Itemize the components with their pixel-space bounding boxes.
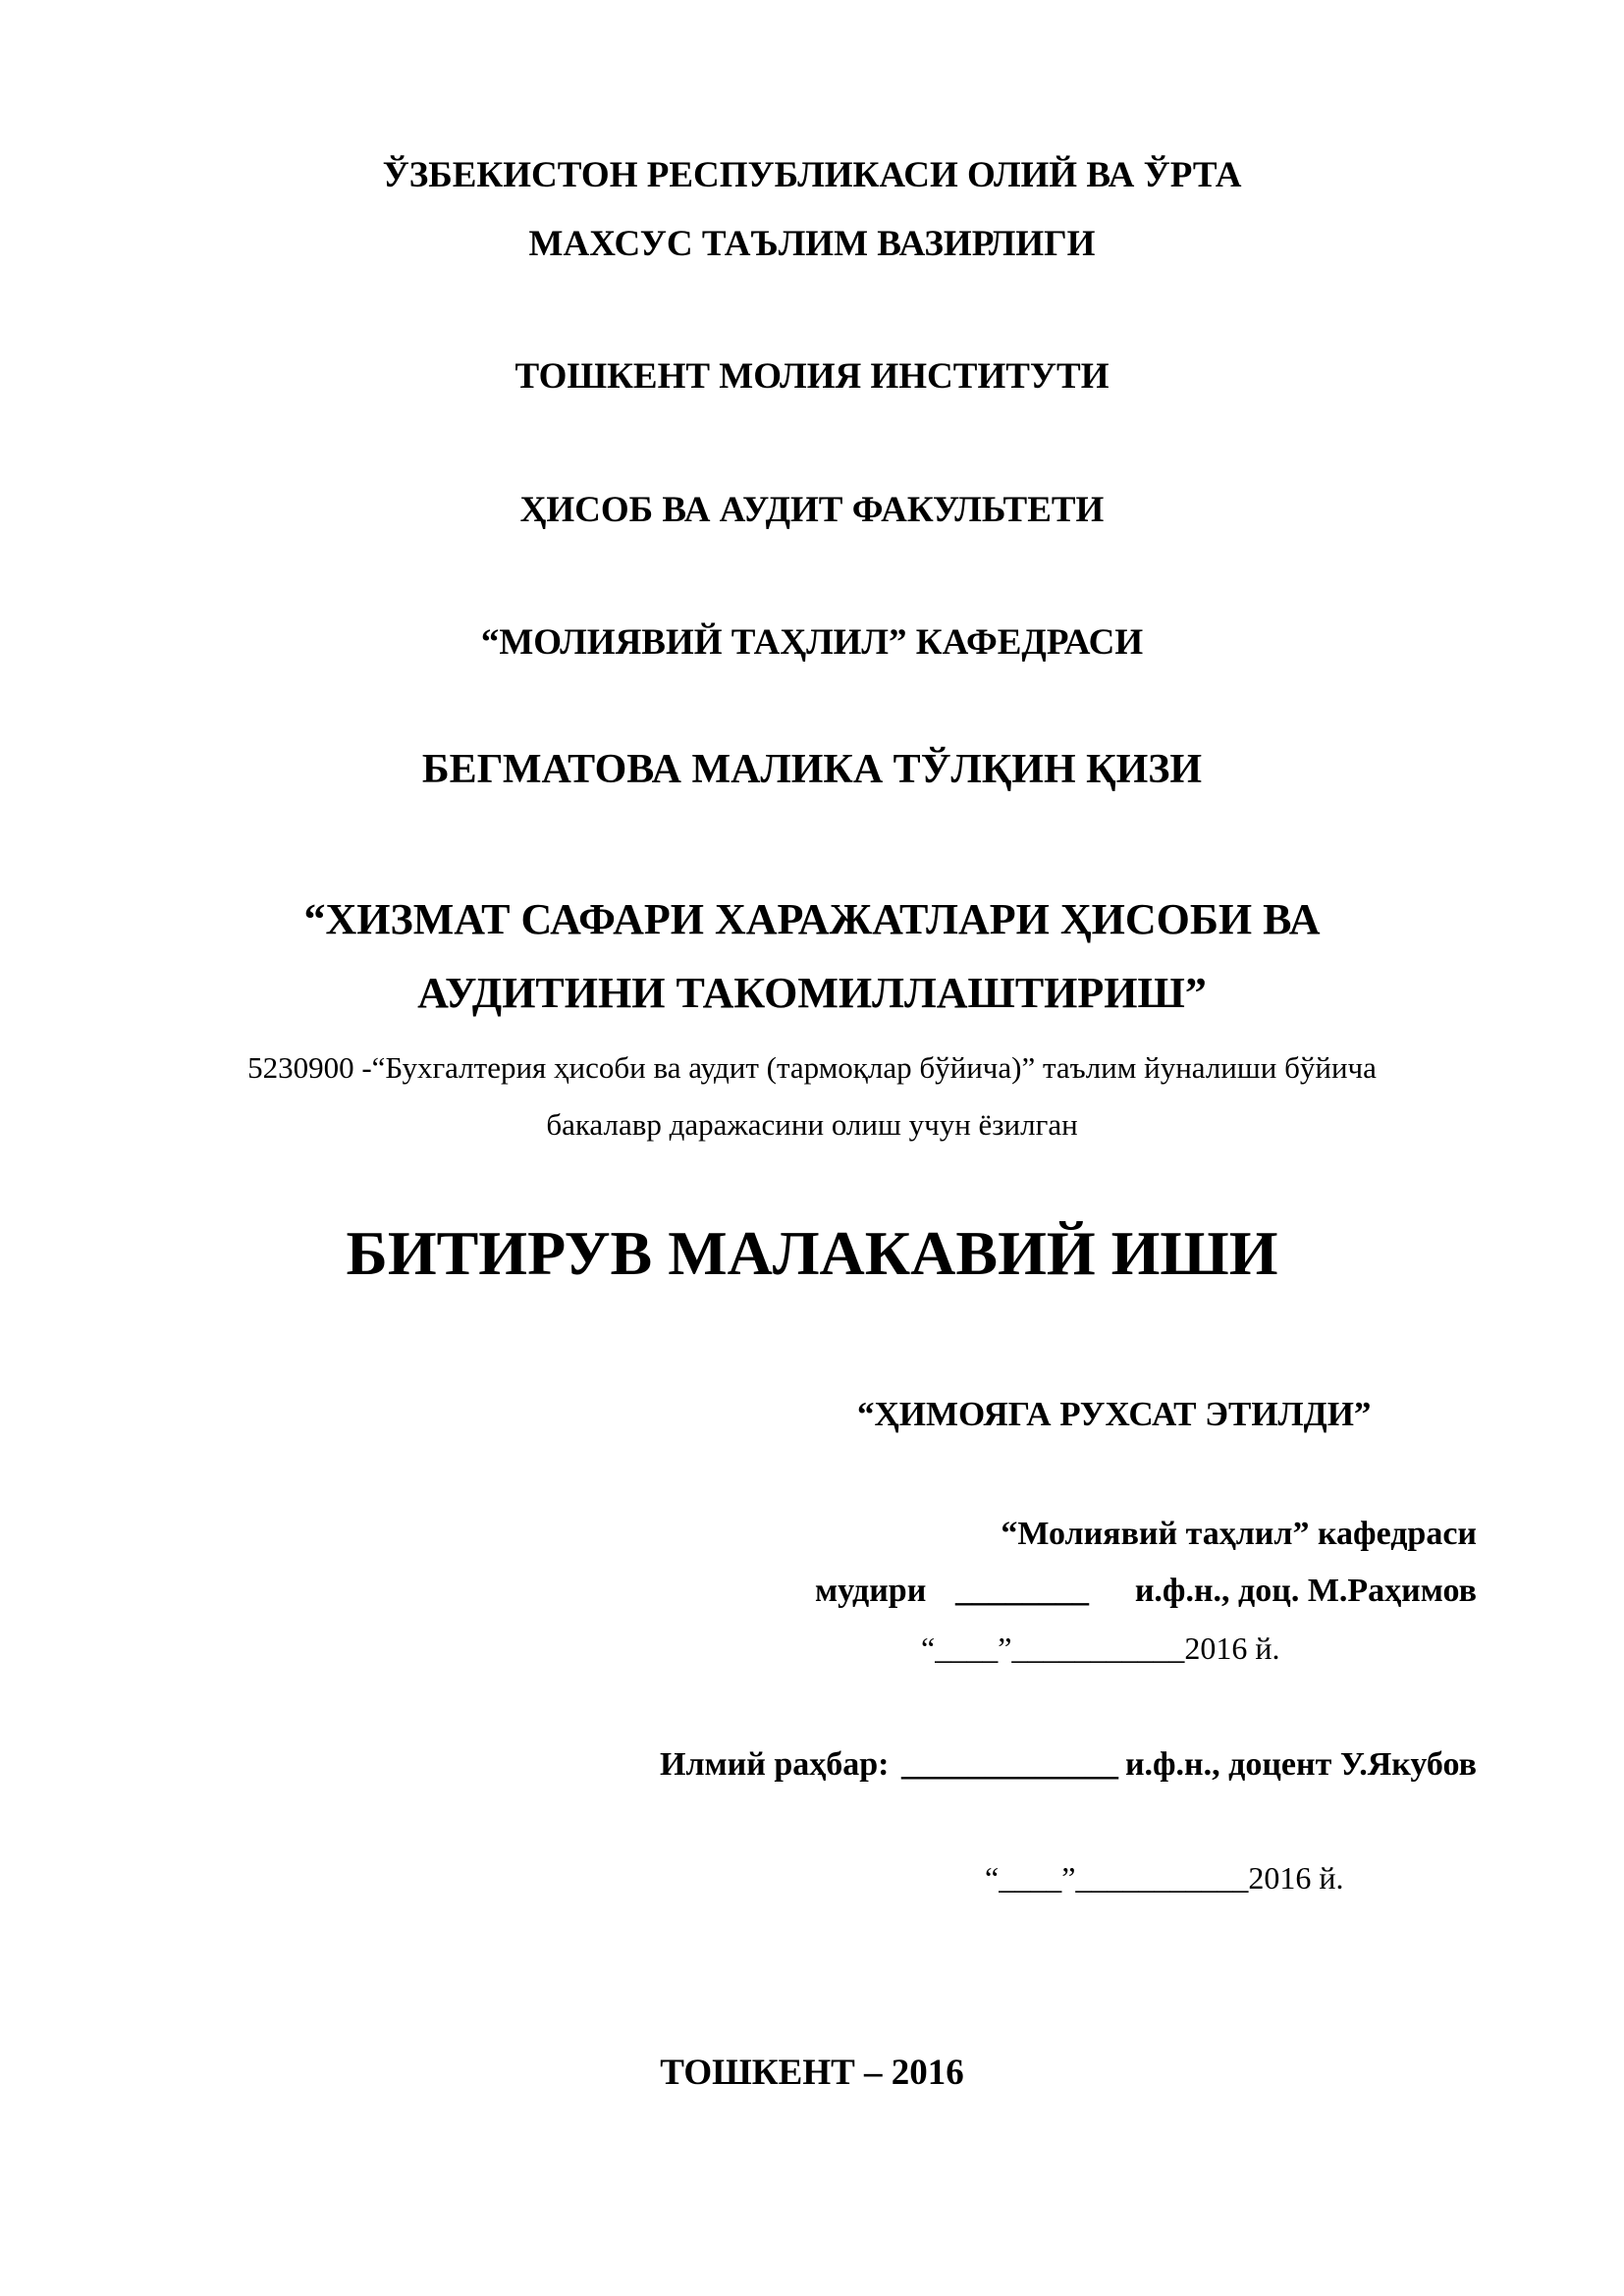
department-name: “МОЛИЯВИЙ ТАҲЛИЛ” КАФЕДРАСИ — [480, 622, 1144, 663]
faculty-name: ҲИСОБ ВА АУДИТ ФАКУЛЬТЕТИ — [519, 490, 1105, 530]
topic-line-1: “ХИЗМАТ САФАРИ ХАРАЖАТЛАРИ ҲИСОБИ ВА — [303, 895, 1321, 943]
author-name: БЕГМАТОВА МАЛИКА ТЎЛҚИН ҚИЗИ — [421, 747, 1203, 792]
city-year: ТОШКЕНТ – 2016 — [660, 2053, 964, 2093]
work-type-title: БИТИРУВ МАЛАКАВИЙ ИШИ — [346, 1218, 1278, 1288]
head-signature-blank: ________ — [955, 1573, 1089, 1609]
institute-name: ТОШКЕНТ МОЛИЯ ИНСТИТУТИ — [514, 356, 1110, 397]
date-line-1: “____”___________2016 й. — [921, 1630, 1280, 1666]
approval-stamp: “ҲИМОЯГА РУХСАТ ЭТИЛДИ” — [857, 1395, 1372, 1433]
head-department: “Молиявий таҳлил” кафедраси — [1001, 1516, 1477, 1552]
head-label: мудири — [815, 1573, 927, 1609]
supervisor-label: Илмий раҳбар: — [660, 1746, 890, 1783]
supervisor-name: и.ф.н., доцент У.Якубов — [1124, 1746, 1477, 1783]
supervisor-signature-blank: _____________ — [901, 1746, 1118, 1783]
ministry-line-1: ЎЗБЕКИСТОН РЕСПУБЛИКАСИ ОЛИЙ ВА ЎРТА — [382, 155, 1242, 195]
head-name: и.ф.н., доц. М.Раҳимов — [1134, 1573, 1477, 1609]
specialty-line-2: бакалавр даражасини олиш учун ёзилган — [546, 1107, 1078, 1142]
ministry-line-2: МАХСУС ТАЪЛИМ ВАЗИРЛИГИ — [528, 224, 1096, 264]
topic-line-2: АУДИТИНИ ТАКОМИЛЛАШТИРИШ” — [417, 969, 1207, 1017]
date-line-2: “____”___________2016 й. — [985, 1860, 1344, 1896]
specialty-line-1: 5230900 -“Бухгалтерия ҳисоби ва аудит (тармоқлар бўйича)” таълим йуналиши бўйича — [247, 1050, 1377, 1085]
